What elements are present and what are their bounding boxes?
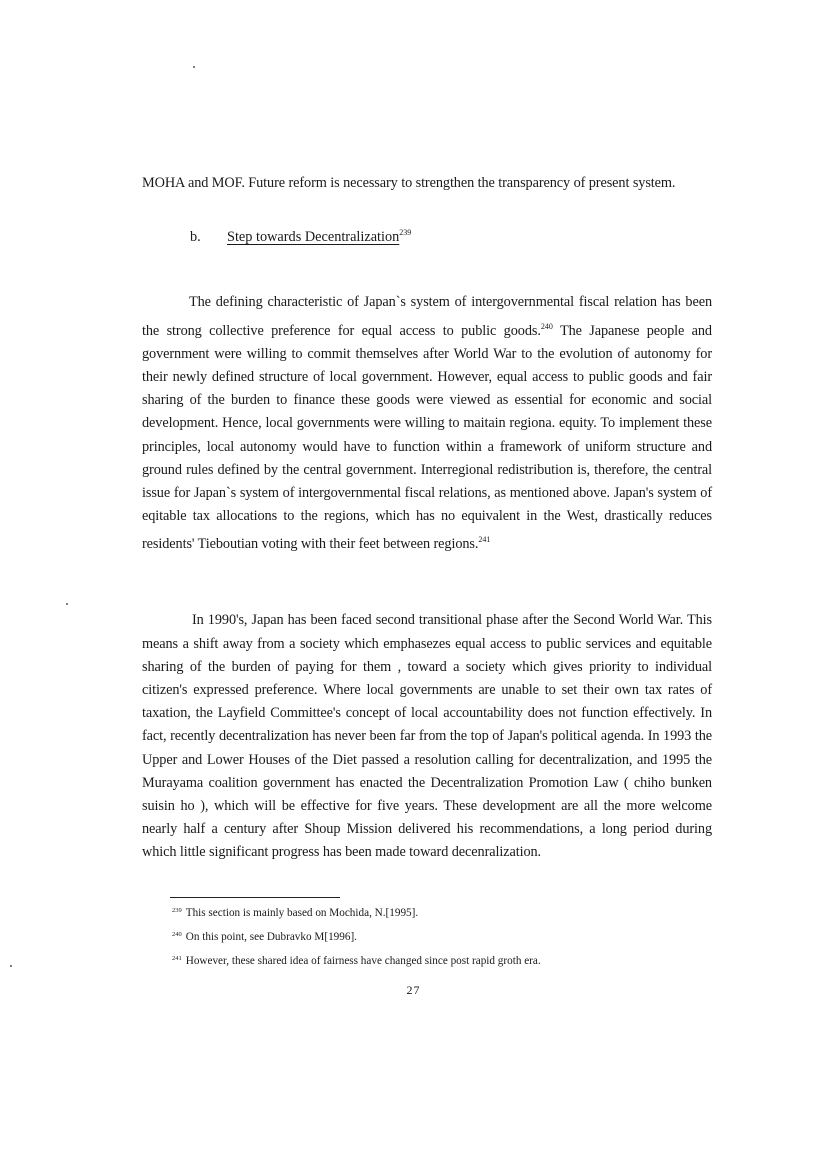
page-number: 27: [406, 983, 421, 997]
footnotes: [172, 900, 541, 972]
paragraph-text: The Japanese people and government were willing to commit themselves after World War to the evolution of autonomy for their newly defined structure of local government. However, equal access to public goods and fair sharing of the burden to finance these goods were viewed as essential for economic and social development. Hence, local governments were willing to maitain regiona. equity. To implement these principles, local autonomy would have to function within a framework of uniform structure and ground rules defined by the central government. Interregional redistribution is, therefore, the central issue for Japan`s system of intergovernmental fiscal relations, as mentioned above. Japan's system of eqitable tax allocations to the regions, which has no equivalent in the West, drastically reduces residents' Tieboutian voting with their feet between regions.: [142, 322, 712, 553]
footnote-mark: 241: [172, 955, 182, 962]
footnote-mark: 239: [172, 907, 182, 914]
footnote-ref: 239: [399, 228, 412, 237]
footnote-divider: [170, 897, 340, 898]
paragraph-1990s: In 1990's, Japan has been faced second transitional phase after the Second World War. This means a shift away from a society which emphasezes equal access to public services and equitable sharing of the burden of paying for them , toward a society which gives priority to individual citizen's expressed preference. Where local governments are unable to set their own tax rates of taxation, the Layfield Committee's concept of local accountability does not function effectively. In fact, recently decentralization has never been far from the top of Japan's political agenda. In 1993 the Upper and Lower Houses of the Diet passed a resolution calling for decentralization, and 1995 the Murayama coalition government has enacted the Decentralization Promotion Law ( chiho bunken suisin ho ), which will be effective for five years. These development are all the more welcome nearly half a century after Shoup Mission delivered his recommendations, a long period during which little significant progress has been made toward decenralization.: [142, 612, 712, 861]
section-number: b.: [190, 229, 201, 245]
footnote-text: However, these shared idea of fairness have changed since post rapid groth era.: [185, 955, 541, 967]
footnote-ref: 241: [478, 535, 491, 545]
footnote-text: This section is mainly based on Mochida, N.[1995].: [185, 907, 419, 919]
section-heading: [190, 228, 411, 246]
footnote-ref: 240: [540, 321, 553, 331]
scan-speck: [193, 66, 195, 68]
scan-speck: [66, 603, 68, 605]
continuation-paragraph: MOHA and MOF. Future reform is necessary to strengthen the transparency of present system.: [142, 175, 676, 192]
footnote-text: On this point, see Dubravko M[1996].: [185, 931, 357, 943]
footnote-item: [172, 900, 541, 924]
footnote-item: [172, 948, 541, 972]
footnote-item: [172, 924, 541, 948]
paragraph-fiscal-relation: [142, 291, 712, 556]
section-title: Step towards Decentralization: [227, 229, 400, 245]
scan-speck: [10, 965, 12, 967]
footnote-mark: 240: [172, 931, 182, 938]
paragraph-text: The defining characteristic of Japan`s system of intergovernmental fiscal relation has been the strong collective preference for equal access to public goods.: [142, 294, 712, 339]
